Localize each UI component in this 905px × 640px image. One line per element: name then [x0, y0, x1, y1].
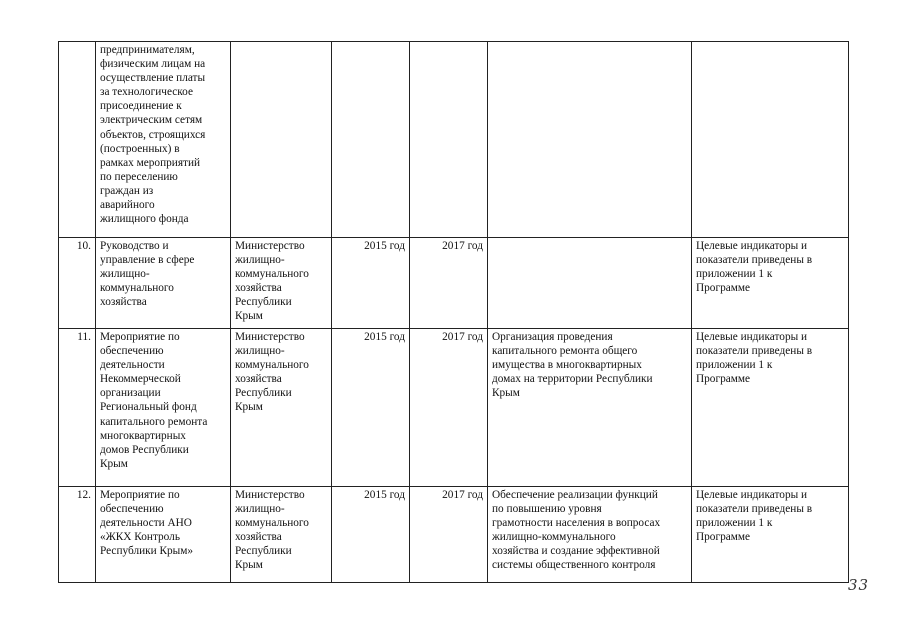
- table-row: [59, 487, 849, 583]
- start-year: 2015 год: [332, 329, 410, 487]
- executor: Министерство жилищно- коммунального хозяйства Республики Крым: [231, 238, 332, 329]
- end-year: 2017 год: [410, 487, 488, 583]
- table-row: [59, 238, 849, 329]
- indicators: Целевые индикаторы и показатели приведены в приложении 1 к Программе: [692, 487, 849, 583]
- indicators: [692, 42, 849, 238]
- program-table: [58, 41, 849, 583]
- measure-name: Мероприятие по обеспечению деятельности Некоммерческой организации Региональный фонд капитального ремонта многоквартирных домов Республики Крым: [96, 329, 231, 487]
- executor: Министерство жилищно- коммунального хозяйства Республики Крым: [231, 329, 332, 487]
- table-row: [59, 329, 849, 487]
- expected-result: [488, 238, 692, 329]
- start-year: 2015 год: [332, 487, 410, 583]
- measure-name: Руководство и управление в сфере жилищно- коммунального хозяйства: [96, 238, 231, 329]
- measure-name: предпринимателям, физическим лицам на осуществление платы за технологическое присоединение к электрическим сетям объектов, строящихся (построенных) в рамках мероприятий по переселению граждан из аварийного жилищного фонда: [96, 42, 231, 238]
- indicators: Целевые индикаторы и показатели приведены в приложении 1 к Программе: [692, 238, 849, 329]
- page-number: 33: [848, 576, 870, 594]
- row-number: 11.: [59, 329, 96, 487]
- expected-result: Организация проведения капитального ремонта общего имущества в многоквартирных домах на территории Республики Крым: [488, 329, 692, 487]
- start-year: 2015 год: [332, 238, 410, 329]
- indicators: Целевые индикаторы и показатели приведены в приложении 1 к Программе: [692, 329, 849, 487]
- expected-result: Обеспечение реализации функций по повышению уровня грамотности населения в вопросах жилищно-коммунального хозяйства и создание эффективной системы общественного контроля: [488, 487, 692, 583]
- expected-result: [488, 42, 692, 238]
- end-year: 2017 год: [410, 329, 488, 487]
- executor: Министерство жилищно- коммунального хозяйства Республики Крым: [231, 487, 332, 583]
- end-year: [410, 42, 488, 238]
- start-year: [332, 42, 410, 238]
- row-number: 10.: [59, 238, 96, 329]
- row-number: [59, 42, 96, 238]
- executor: [231, 42, 332, 238]
- table-row: [59, 42, 849, 238]
- row-number: 12.: [59, 487, 96, 583]
- measure-name: Мероприятие по обеспечению деятельности АНО «ЖКХ Контроль Республики Крым»: [96, 487, 231, 583]
- end-year: 2017 год: [410, 238, 488, 329]
